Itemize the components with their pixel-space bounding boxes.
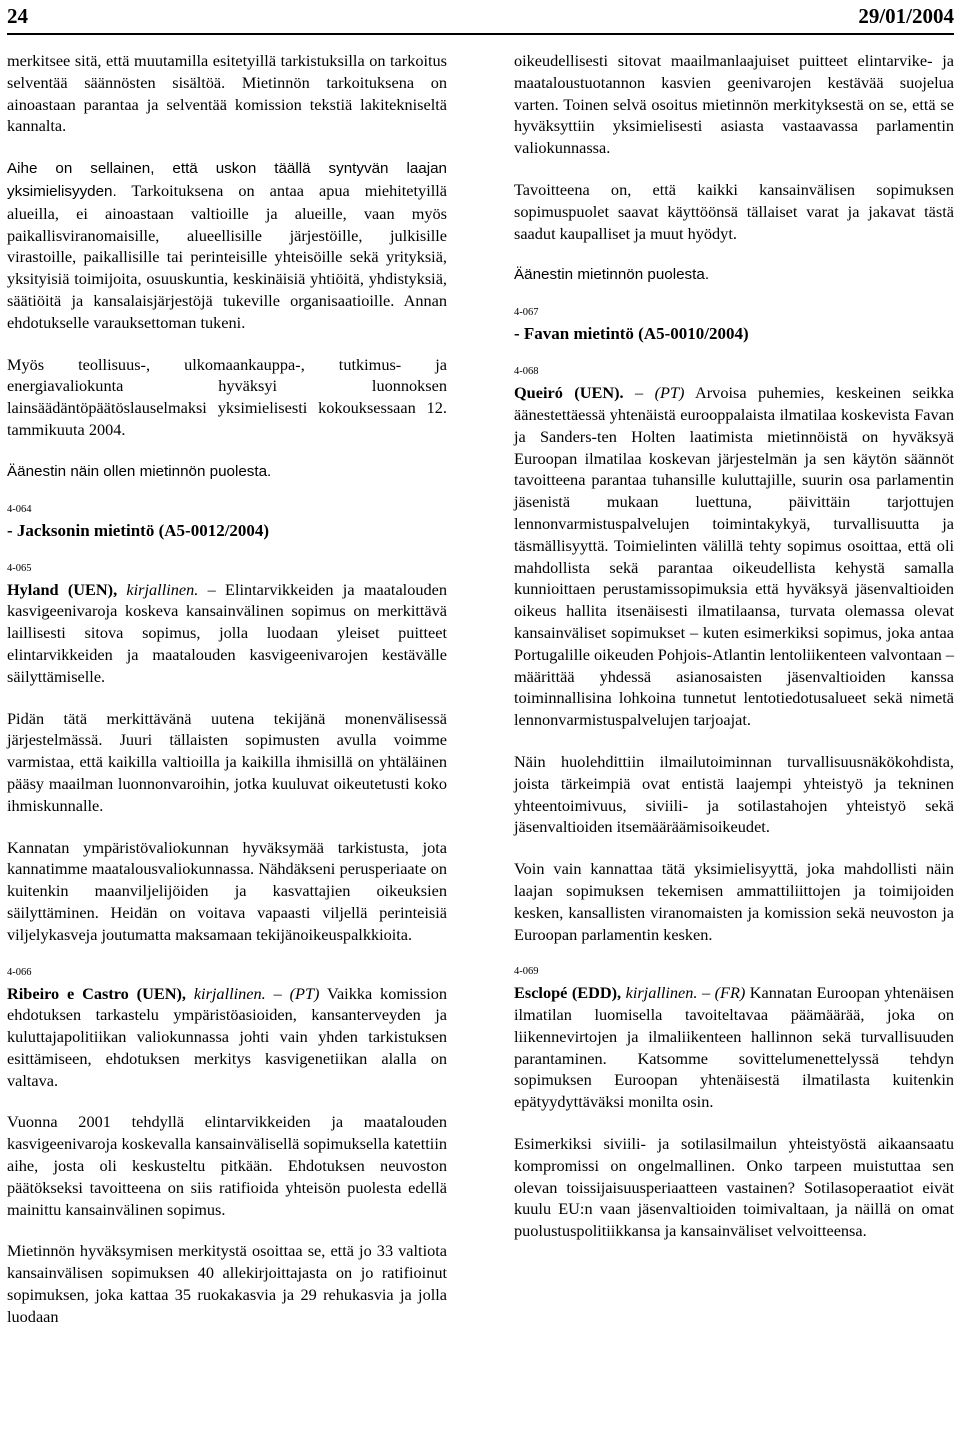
paragraph: oikeudellisesti sitovat maailmanlaajuiset puitteet elintarvike- ja maataloustuotannon kasvien geenivarojen kestävää suojelua varten. Toinen selvä osoitus mietinnön merkityksestä on se, että se hyväksyttiin yksimielisesti asiasta vastaavassa parlamentin valiokunnassa.	[514, 51, 954, 158]
paragraph: Voin vain kannattaa tätä yksimielisyyttä, joka mahdollisti näin laajan sopimuksen tekemisen ammattiliittojen ja toimijoiden kesken, kansallisten viranomaisten ja komission sekä neuvoston ja Euroopan parlamentin kesken.	[514, 859, 954, 944]
header-rule	[7, 33, 954, 35]
speaker-role: kirjallinen.	[621, 983, 698, 1003]
language-tag: (PT)	[289, 983, 320, 1003]
item-number: 4-064	[7, 503, 32, 515]
paragraph: Näin huolehdittiin ilmailutoiminnan turvallisuusnäkökohdista, joista tärkeimpiä ovat entistä laajempi yhteistyö ja tekninen yhteentoimivuus, siviili- ja sotilastahojen yhteistyö sekä jäsenvaltioiden itsemääräämisoikeudet.	[514, 751, 954, 837]
language-tag: (FR)	[714, 983, 746, 1003]
paragraph: merkitsee sitä, että muutamilla esitetyillä tarkistuksilla on tarkoitus selventää säännösten sisältöä. Mietinnön tarkoituksena on ainoastaan parantaa ja selventää komission tekstiä lakitekniseltä kannalta.	[7, 51, 447, 136]
paragraph	[7, 157, 447, 333]
paragraph: Mietinnön hyväksymisen merkitystä osoittaa se, että jo 33 valtiota kansainvälisen sopimuksen 40 allekirjoittajasta on jo ratifioinut sopimuksen, joka kattaa 35 ruokakasvia ja 29 rehukasvia ja jolla luodaan	[7, 1241, 447, 1326]
paragraph: Vuonna 2001 tehdyllä elintarvikkeiden ja maatalouden kasvigeenivaroja koskevalla kansainvälisellä sopimuksella katettiin aihe, josta oli keskusteltu pitkään. Ehdotuksen neuvoston päätökseksi tavoitteena on siis ratifioida yhteisön puolesta edellä mainittu kansainvälinen sopimus.	[7, 1112, 447, 1219]
item-number: 4-066	[7, 966, 32, 978]
dash: –	[265, 983, 290, 1003]
page-number: 24	[7, 3, 28, 28]
speaker-name: Ribeiro e Castro (UEN),	[7, 983, 186, 1003]
paragraph: Esimerkiksi siviili- ja sotilasilmailun yhteistyöstä aikaansaatu kompromissi on ongelmallinen. Onko tarpeen muistuttaa sen olevan toissijaisuusperiaatteen vastainen? Sotilasoperaatiot eivät kuulu EU:n vaan jäsenvaltioiden toimivaltaan, ja näillä on omat puolustuspolitiikkansa ja kansainväliset velvoitteensa.	[514, 1134, 954, 1241]
paragraph: Kannatan ympäristövaliokunnan hyväksymää tarkistusta, jota kannatimme maatalousvaliokunnassa. Nähdäkseni perusperiaate on kuitenkin maanviljelijöiden ja kasvattajien oikeuksien säilyttäminen. Heidän on voitava vapaasti viljellä perinteisiä viljelykasveja joutumatta maksamaan tekijänoikeuspalkkioita.	[7, 837, 447, 944]
speaker-name: Esclopé (EDD),	[514, 983, 622, 1003]
paragraph-text: Tarkoituksena on antaa apua miehitetyillä alueilla, ei ainoastaan valtioille ja alueille, vaan myös paikallisviranomaisille, alueellisille järjestöille, julkisille virastoille, paikallisille tai perinteisille yhteisöille sekä yrityksiä, yksityisiä toimijoita, osuuskuntia, keskinäisiä yhtiöitä, yhdistyksiä, säätiöitä ja kansalaisjärjestöjä tukeville organisaatioille. Annan ehdotukselle varauksettoman tukeni.	[7, 180, 447, 332]
item-number: 4-067	[514, 307, 539, 319]
right-column	[514, 50, 954, 1262]
dash: –	[623, 383, 655, 403]
paragraph: Äänestin mietinnön puolesta.	[514, 266, 710, 284]
page-header	[7, 0, 954, 32]
item-heading: - Favan mietintö (A5-0010/2004)	[514, 324, 749, 344]
item-number: 4-069	[514, 966, 539, 978]
speaker-name: Queiró (UEN).	[514, 383, 624, 403]
dash: –	[697, 983, 715, 1003]
speech-text: Arvoisa puhemies, keskeinen seikka äänestettäessä yhtenäistä eurooppalaista ilmatilaa koskevista Favan ja Sanders-ten Holten laatimista mietinnöistä on hyväksyä Euroopan ilmatilaa koskevan järjestelmän ja sen käytön säännöt tavoitteena parantaa tuhansille kuluttajille, suurin osa parlamentin jäsenistä mukaan luettuna, päivittäin tarjottujen lennonvarmistuspalvelujen toimintakykyä, turvallisuutta ja täsmällisyyttä. Toimielinten välillä tehty sopimus osoittaa, että oli mahdollista sekä parantaa oikeudellista kehystä samalla kunnioittaen perustamissopimuksia että hyväksyä jäsenvaltioiden oikeus hallita itsenäisesti ilmatilaansa, turvata olemassa olevat kansainväliset sopimukset – kuten esimerkiksi sopimus, joka antaa Portugalille oikeuden Pohjois-Atlantin lentoliikenteen valvontaan – määrittää yhdessä asianosaisten jäsenvaltioiden kanssa toiminnallisina lohkoina tunnetut lentotiedotusalueet sekä nimetä lennonvarmistuspalvelujen tarjoajat.	[514, 383, 955, 730]
speech-paragraph	[514, 982, 954, 1113]
speech-paragraph	[7, 579, 447, 688]
speaker-role: kirjallinen.	[185, 983, 266, 1003]
item-number: 4-068	[514, 366, 539, 378]
speech-paragraph	[514, 382, 954, 731]
left-column	[7, 50, 447, 1348]
speech-text: Vaikka komission ehdotuksen tarkastelu ympäristöasioiden, kansanterveyden ja kuluttajapolitiikan valiokunnassa johti vain yhden tarkistuksen esittämiseen, ehdotuksen merkitys kasvigenetiikan alalla on valtava.	[7, 983, 448, 1090]
paragraph: Tavoitteena on, että kaikki kansainvälisen sopimuksen sopimuspuolet saavat käyttöönsä tällaiset varat ja jakavat tästä saadut kaupalliset ja muut hyödyt.	[514, 179, 954, 243]
paragraph: Myös teollisuus-, ulkomaankauppa-, tutkimus- ja energiavaliokunta hyväksyi luonnoksen lainsäädäntöpäätöslauselmaksi yksimielisesti kokouksessaan 12. tammikuuta 2004.	[7, 354, 447, 439]
speech-text: Kannatan Euroopan yhtenäisen ilmatilan luomisella tavoiteltavaa päämäärää, joka on liikennevirtojen ja ilmaliikenteen hallinnon sekä turvallisuuden parantaminen. Katsomme sovittelumenettelyssä tehdyn sopimuksen Euroopan yhtenäisestä ilmatilasta kuitenkin epätyydyttäväksi monilta osin.	[514, 983, 955, 1112]
language-tag: (PT)	[654, 383, 685, 403]
speech-paragraph	[7, 983, 447, 1092]
item-heading: - Jacksonin mietintö (A5-0012/2004)	[7, 520, 270, 540]
header-date: 29/01/2004	[858, 3, 954, 28]
item-number: 4-065	[7, 562, 32, 574]
speech-text: – Elintarvikkeiden ja maatalouden kasvigeenivaroja koskeva kansainvälinen sopimus on merkittävä laillisesti sitova sopimus, jolla luodaan yleiset puitteet elintarvikkeiden ja maatalouden kasvigeenivarojen kestävälle säilyttämiselle.	[7, 579, 447, 686]
paragraph: Äänestin näin ollen mietinnön puolesta.	[7, 462, 272, 480]
sans-sentence: Aihe on sellainen, että uskon täällä syntyvän laajan yksimielisyyden.	[7, 160, 447, 200]
speaker-name: Hyland (UEN),	[7, 579, 118, 599]
speaker-role: kirjallinen.	[117, 579, 199, 599]
paragraph: Pidän tätä merkittävänä uutena tekijänä monenvälisessä järjestelmässä. Juuri tällaisten sopimusten avulla voimme varmistaa, että kaikilla valtioilla ja kaikilla ihmisillä on yhtäläinen pääsy maailman luonnonvaroihin, jotka kuuluvat oikeutetusti koko ihmiskunnalle.	[7, 708, 447, 815]
